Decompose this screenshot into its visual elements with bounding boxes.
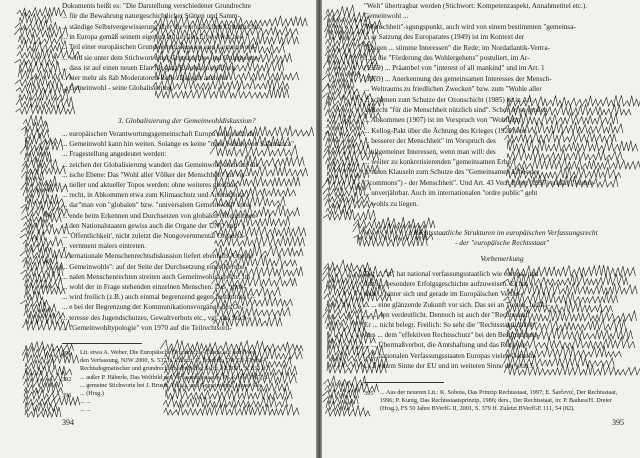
footnote-line: Rechtsdogmatischer und grundrechtstheoretischer Sicht, JZ 2001, S. 833 ff. — [80, 365, 268, 373]
section-heading: ... Rechtsstaatliche Strukturen im europäischen Verfassungsrecht — [406, 228, 598, 237]
text-line: ... "Gemeinwohltypologie" von 1970 auf die Teilrechtsord- — [62, 323, 232, 332]
scribble-stroke — [26, 175, 57, 186]
scribble-stroke — [326, 5, 355, 16]
text-line: ... recht, in Abkommen etwa zum Klimaschutz und Artenschutz — [62, 191, 245, 200]
text-line: ... Gemeinwohl - seine Globalisierung. — [62, 84, 174, 93]
scribble-stroke — [23, 271, 62, 282]
scribble-stroke — [23, 187, 48, 198]
text-line: ... wird freilich (z.B.) auch einmal begrenzend gegen bestimmte G- — [62, 293, 255, 302]
scribble-stroke — [20, 12, 52, 23]
text-line: erst s... besondere Erfolgsgeschichte aufzuweisen. Er hat — [364, 280, 528, 289]
scribble-stroke — [22, 123, 49, 133]
text-line: sich ... hinter sich und gerade im Europäischen Verfas- — [364, 290, 521, 299]
scribble-stroke — [325, 137, 368, 148]
scribble-stroke — [324, 376, 367, 386]
text-line: ... tieller und aktueller Topos werden: ohne weiteres greifbar — [62, 181, 236, 189]
text-line: ... ... eine glänzende Zukunft vor sich. Das sei an Texten, Judika- — [364, 300, 550, 309]
scribble-stroke — [326, 65, 361, 76]
scribble-stroke — [23, 370, 66, 381]
scribble-stroke — [327, 321, 365, 331]
margin-mark: a) — [46, 184, 52, 193]
text-line: ... vernment malers eintreten. — [62, 242, 147, 251]
text-line: "Fragen ... stimme Interessen" die Rede; im Nordatlantik-Vertra- — [364, 43, 550, 52]
footnote-line: ... Aus der neueren Lit.: K. Sobota, Das Prinzip Rechtsstaat, 1997; E. Šarčević, Der Rechtsstaat, — [380, 389, 618, 396]
scribble-stroke — [21, 265, 64, 276]
text-line: ... ische Ebene: Das "Wohl aller Völker der Menschheit" im Ver- — [62, 170, 248, 179]
scribble-stroke — [20, 146, 48, 157]
scribble-stroke — [25, 139, 63, 150]
scribble-stroke — [323, 209, 376, 220]
scribble-stroke — [325, 302, 362, 313]
text-line: "Menschheit"-sgungspunkt, auch wird von einem bestimmten "gemeinsa- — [364, 22, 576, 31]
scribble-stroke — [24, 307, 65, 318]
text-line: ... 'Öffentlichkeit', nicht zuletzt die Nongovernmental Organisa- — [62, 232, 246, 240]
scribble-stroke — [20, 230, 45, 241]
footnote-line: ... gemeine Stichworte bei J. Brusin, Politik und Gemeinwohl, Jenaer Ges. — [80, 381, 264, 389]
scribble-stroke — [326, 174, 360, 184]
text-line: ... Weltraums zu friedlichen Zwecken" bzw. zum "Wohle aller — [364, 85, 542, 94]
scribble-stroke — [24, 292, 41, 301]
left-page — [0, 0, 316, 458]
scribble-stroke — [322, 83, 359, 94]
scribble-stroke — [324, 191, 370, 202]
margin-mark: c) — [46, 256, 52, 265]
scribble-stroke — [14, 26, 67, 37]
footnote-line: ... (Hrsg.) — [80, 390, 104, 397]
scribble-stroke — [327, 167, 369, 178]
scribble-stroke — [19, 35, 63, 44]
text-line: ... schemen zum Schutze der Ozonschicht (1985) ist in Art. — [364, 95, 534, 104]
scribble-stroke — [25, 243, 49, 252]
text-line: Er ... nicht belegt. Freilich: So sehr die "Rechtsstaatlichkeit" — [364, 321, 538, 329]
text-line: ... ... einem Sinne der EU und im weiteren Sinne der jetzt 5 — [364, 361, 534, 370]
scribble-stroke — [22, 158, 57, 168]
scribble-stroke — [24, 260, 64, 270]
scribble-stroke — [326, 29, 370, 40]
text-line: ... Teil einer europäischen Grundwertediskussion und Gemeinwohl- — [62, 43, 257, 52]
text-line: ... Gemeinwohls": auf der Seite der Durchsetzung eines Kernbe- — [62, 262, 247, 271]
footnote-number: 392 — [62, 376, 72, 383]
scribble-stroke — [25, 151, 52, 162]
scribble-stroke — [326, 157, 360, 167]
page-number: 394 — [62, 418, 74, 427]
text-line: ... wohls zu liegen. — [364, 199, 419, 208]
text-line: ... e bei der Begrenzung der Kommunikationsvorgänge des Ge- — [62, 303, 244, 312]
text-line: ... Fragestellung angedeutet werden: — [62, 150, 167, 159]
text-line: (1959) ... Präambel von "interest of all mankind" und im Art. 1 — [364, 64, 545, 73]
text-line: ... ... Übermaßverbot, die Amtshaftung und das Rückwir- — [364, 341, 528, 350]
text-line: ... teresse des Jugendschutzes, Gewaltverbots etc., vgl. das Stich- — [62, 313, 250, 322]
scribble-stroke — [25, 194, 64, 204]
scribble-stroke — [327, 326, 366, 337]
scribble-stroke — [15, 56, 58, 65]
scribble-stroke — [21, 199, 66, 210]
subheading: Vorbemerkung — [480, 254, 524, 263]
section-heading: 3. Globalisierung der Gemeinwohldiskussion? — [118, 116, 256, 125]
scribble-stroke — [323, 185, 365, 196]
page-number: 395 — [612, 418, 624, 427]
scribble-stroke — [21, 182, 68, 192]
scribble-stroke — [19, 61, 59, 72]
scribble-stroke — [328, 78, 354, 88]
scribble-stroke — [20, 297, 48, 306]
scribble-stroke — [23, 237, 63, 246]
footnote-line: den Verfassung, NJW 2000, S. 537 ff. Zuletzt: V. Schmitz, Die EU-Grund- — [80, 357, 265, 365]
text-line: ... den Nationalstaaten gewiss auch die Organe der UNO und — [62, 221, 238, 230]
scribble-stroke — [25, 401, 58, 411]
scribble-stroke — [324, 260, 370, 271]
scribble-stroke — [328, 339, 364, 349]
text-line: ... Gemeinwohl kann hin weiten. Solange es keine "neue Schule von Salamanca" — [62, 140, 295, 149]
scribble-stroke — [24, 383, 63, 393]
footnote-line: (Hrsg.), FS 50 Jahre BVerfG II, 2001, S. 379 ff. Zuletzt BVerfGE 111, 54 (82). — [380, 405, 575, 413]
text-line: ... a, die "Förderung des Wohlergehens" postuliert, im Ar- — [364, 54, 530, 62]
scribble-stroke — [21, 211, 61, 222]
scribble-stroke — [22, 255, 57, 264]
scribble-stroke — [25, 301, 56, 312]
scribble-stroke — [21, 169, 44, 180]
scribble-stroke — [322, 387, 358, 398]
footnote-line: 1996; P. Kunig, Das Rechtsstaatsprinzip, 1986; ders., Der Rechtsstaat, in: P. Badura/H. Dreier — [380, 397, 612, 405]
footnote-number: 393 — [62, 392, 72, 399]
scribble-stroke — [25, 407, 61, 417]
scribble-stroke — [16, 97, 73, 107]
scribble-stroke — [22, 163, 66, 174]
scribble-stroke — [325, 125, 364, 136]
footnote-line: ... ... — [80, 406, 91, 414]
text-line: ... nalen Klauseln zum Schutze des "Gemeinsamen Erbes der — [364, 168, 540, 177]
text-line: Dokuments heißt es: "Die Darstellung verschiedener Grundrechte — [62, 2, 251, 10]
footnote-rule — [364, 382, 444, 383]
margin-mark: b) — [46, 210, 53, 219]
scribble-stroke — [323, 131, 360, 142]
scribble-stroke — [325, 314, 364, 325]
text-line: Gemeinwohl ... — [364, 12, 409, 21]
footnote-rule — [62, 343, 142, 344]
text-line: ... allgemeiner Interessen, wenn man will: des — [364, 147, 496, 156]
text-line: ... Kellog-Pakt über die Ächtung des Krieges (1928) von — [364, 126, 527, 135]
text-line: ... ende beim Erkennen und Durchsetzen von globalen Öffentlichen- — [62, 211, 259, 220]
scribble-stroke — [326, 400, 354, 410]
footnote-number: 391 — [62, 350, 72, 357]
scribble-stroke — [23, 115, 47, 126]
text-line: ... Recht "für die Menschheit nützlich sind". Schon in so großen — [364, 106, 548, 114]
text-line: ... hier mehr als 8ab Moderatoren-Rolle. Das gilt auch für — [62, 74, 228, 83]
text-line: ... dass ist auf einen neuen Elan für ganz Europa zu eröffnen. — [62, 63, 237, 72]
scribble-stroke — [323, 393, 358, 404]
text-line: ("commons") - der Menschheit". Und Art. 43 Verf. Polen (1997) erklärt "Verbre- — [364, 178, 596, 187]
scribble-stroke — [327, 296, 369, 307]
scribble-stroke — [25, 365, 72, 375]
scribble-stroke — [25, 128, 49, 139]
text-line: Aus ... dem "effektiven Rechtsschutz" bei den Bestimmtheit- — [364, 331, 540, 340]
text-line: Der ... "at" hat national verfassungsstaatlich wie europa- und — [364, 270, 539, 278]
scribble-stroke — [15, 76, 61, 86]
scribble-stroke — [26, 313, 63, 324]
scribble-stroke — [15, 20, 57, 30]
text-line: ... nalen Menschenrechten streiten auch Gemeinwohlsaspekte, im — [62, 272, 251, 281]
scribble-stroke — [25, 134, 57, 144]
text-line: ... wohl der in Frage stehenden einzelnen Menschen. Das "glob- — [62, 283, 246, 291]
text-line: ... ständige Selbstvergewisserung über die europäischen Grundrechte — [62, 22, 261, 31]
scribble-stroke — [16, 104, 75, 114]
scribble-stroke — [24, 378, 63, 387]
scribble-stroke — [327, 113, 367, 124]
scribble-stroke — [25, 277, 63, 288]
text-line: ... ternationale Menschenrechtsdiskussion liefert ebenfalls Aspekte — [62, 252, 254, 261]
footnote-line: ... ... — [80, 398, 91, 406]
scribble-stroke — [25, 358, 54, 369]
text-line: ... besserer der Menschheit" im Vorspruch des — [364, 137, 496, 146]
text-line: ... unverjährbar. Auch im internationalen "ordre public" geht — [364, 189, 538, 198]
text-line: ... europäischen Verantwortungsgemeinschaft Europa sollte sich der — [62, 130, 257, 138]
footnote-number: 395 — [364, 390, 374, 397]
text-line: ... wird sie unter dem Stichwort einer Grundrechte- und Grundwerte- — [62, 53, 260, 62]
text-line: ... in Europa gemäß seinem eigenen kulturellen Erbe etwas bei- — [62, 32, 245, 41]
right-page — [322, 0, 640, 458]
scribble-stroke — [26, 284, 65, 294]
text-line: ... ... nationalen Verfassungsstaaten Europas vielen Gemein- — [364, 351, 537, 360]
section-heading: - der "europäische Rechtsstaat" — [455, 238, 549, 247]
text-line: ... für die Bewahrung naturgeschichtlicher Stätten und Samm- — [62, 12, 240, 21]
text-line: "Welt" übertragbar werden (Stichwort: Kompetenzaspekt, Annahmetitel etc.). — [364, 2, 588, 10]
scribble-stroke — [327, 119, 365, 130]
scribble-stroke — [353, 217, 435, 228]
text-line: (1959) ... Anerkennung des gemeinsamen Interesses der Mensch- — [364, 74, 552, 83]
scribble-stroke — [325, 405, 370, 416]
text-line: ... dar"man von "globalen" bzw. "universalem Gemeinwohl" spre- — [62, 201, 252, 210]
scribble-stroke — [19, 89, 68, 100]
footnote-line: ... außer P. Häberle, Das Weltbild des Verfassungsstaates, FS Kriele 1997, S. — [80, 373, 269, 381]
text-line: ... ... -ten verdeutlicht. Dennoch ist auch der "Rechtsstaat" — [364, 310, 531, 319]
footnote-line: Lit. etwa A. Weber, Die Europäische Grundrechte-Charta auf dem Weg — [80, 349, 256, 356]
scribble-stroke — [17, 7, 66, 16]
scribble-stroke — [18, 41, 68, 51]
text-line: ... weiter zu konkretisierenden "gemeinsamen Erbe — [364, 158, 511, 166]
text-line: ... Abkommen (1907) ist im Vorspruch von "Wohlfahrt — [364, 116, 522, 125]
text-line: ... er Satzung des Europarates (1949) ist im Kontext der — [364, 33, 525, 42]
scribble-stroke — [24, 390, 60, 399]
text-line: ... zeichen der Globalisierung wandert das Gemeinwohl auch auf die — [62, 160, 259, 169]
scribble-stroke — [326, 204, 352, 214]
